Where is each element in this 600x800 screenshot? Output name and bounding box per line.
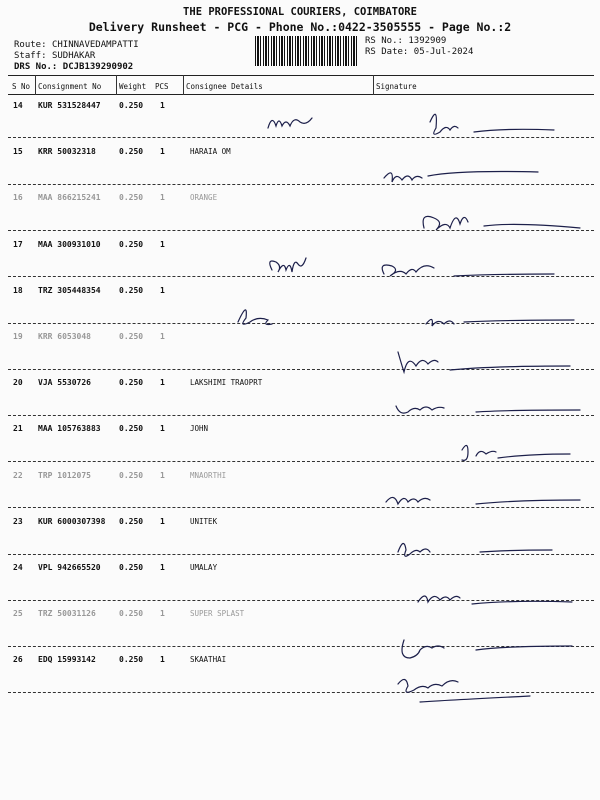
signature-scribble [398, 352, 570, 372]
signature-scribble [426, 319, 574, 326]
row-weight: 0.250 [119, 378, 144, 387]
row-weight: 0.250 [119, 424, 144, 433]
rs-no-value: 1392909 [408, 36, 447, 46]
row-consignment: TRP 1012075 [38, 471, 91, 480]
col-header-consignee: Consignee Details [186, 82, 263, 91]
row-sno: 19 [13, 332, 23, 341]
row-consignment: KUR 531528447 [38, 101, 101, 110]
row-weight: 0.250 [119, 563, 144, 572]
row-pcs: 1 [160, 147, 165, 156]
col-header-weight: Weight [119, 82, 147, 91]
row-pcs: 1 [160, 332, 165, 341]
row-consignment: TRZ 305448354 [38, 286, 101, 295]
row-weight: 0.250 [119, 286, 144, 295]
row-pcs: 1 [160, 517, 165, 526]
row-pcs: 1 [160, 378, 165, 387]
row-consignee: SUPER SPLAST [190, 609, 245, 618]
row-pcs: 1 [160, 101, 165, 110]
row-pcs: 1 [160, 609, 165, 618]
route-value: CHINNAVEDAMPATTI [51, 40, 139, 50]
row-sno: 15 [13, 147, 23, 156]
row-sno: 21 [13, 424, 23, 433]
signature-scribble [386, 497, 580, 504]
signature-scribble [396, 406, 580, 413]
signature-scribble [402, 640, 572, 658]
row-weight: 0.250 [119, 517, 144, 526]
row-pcs: 1 [160, 286, 165, 295]
row-weight: 0.250 [119, 609, 144, 618]
row-consignee: SKAATHAI [190, 655, 227, 664]
row-sno: 26 [13, 655, 23, 664]
col-header-sno: S No [12, 82, 31, 91]
row-consignment: KRR 50032318 [38, 147, 96, 156]
row-weight: 0.250 [119, 332, 144, 341]
signature-scribble [430, 114, 554, 134]
signature-scribble [384, 172, 538, 183]
signature-scribble [238, 310, 272, 325]
row-sno: 25 [13, 609, 23, 618]
row-pcs: 1 [160, 424, 165, 433]
col-header-consignment: Consignment No [38, 82, 102, 91]
row-consignment: EDQ 15993142 [38, 655, 96, 664]
signature-scribble [268, 118, 312, 128]
col-header-signature: Signature [376, 82, 417, 91]
staff-label: Staff: [14, 51, 47, 61]
row-consignee: LAKSHIMI TRAOPRT [190, 378, 263, 387]
rs-no-label: RS No.: [365, 36, 403, 46]
row-pcs: 1 [160, 240, 165, 249]
row-consignment: TRZ 50031126 [38, 609, 96, 618]
row-weight: 0.250 [119, 655, 144, 664]
row-consignment: MAA 300931010 [38, 240, 101, 249]
signature-scribble [270, 258, 306, 272]
row-sno: 20 [13, 378, 23, 387]
row-weight: 0.250 [119, 471, 144, 480]
row-sno: 14 [13, 101, 23, 110]
row-weight: 0.250 [119, 147, 144, 156]
row-consignment: VJA 5530726 [38, 378, 91, 387]
row-sno: 24 [13, 563, 23, 572]
signature-scribble [423, 216, 580, 230]
signature-scribble [398, 679, 530, 702]
row-sno: 22 [13, 471, 23, 480]
row-consignment: VPL 942665520 [38, 563, 101, 572]
row-consignment: MAA 866215241 [38, 193, 101, 202]
row-pcs: 1 [160, 471, 165, 480]
drs-label: DRS No.: [14, 62, 58, 72]
drs-value: DCJB139290902 [62, 62, 134, 72]
row-pcs: 1 [160, 655, 165, 664]
company-title: THE PROFESSIONAL COURIERS, COIMBATORE [183, 6, 417, 18]
signature-scribble [398, 543, 552, 556]
rs-date-value: 05-Jul-2024 [413, 47, 474, 57]
signature-scribble [462, 445, 570, 460]
row-pcs: 1 [160, 193, 165, 202]
col-header-pcs: PCS [155, 82, 169, 91]
row-consignee: UMALAY [190, 563, 218, 572]
route-label: Route: [14, 40, 47, 50]
row-consignee: HARAIA OM [190, 147, 231, 156]
row-consignee: JOHN [190, 424, 209, 433]
row-pcs: 1 [160, 563, 165, 572]
row-weight: 0.250 [119, 193, 144, 202]
signature-scribble [382, 265, 554, 276]
row-consignment: MAA 105763883 [38, 424, 101, 433]
row-consignee: MNAORTHI [190, 471, 227, 480]
row-consignee: UNITEK [190, 517, 218, 526]
row-sno: 23 [13, 517, 23, 526]
row-consignee: ORANGE [190, 193, 218, 202]
row-consignment: KUR 6000307398 [38, 517, 106, 526]
signature-scribble [418, 596, 572, 604]
row-weight: 0.250 [119, 240, 144, 249]
row-sno: 18 [13, 286, 23, 295]
row-weight: 0.250 [119, 101, 144, 110]
row-sno: 17 [13, 240, 23, 249]
rs-date-label: RS Date: [365, 47, 409, 57]
row-sno: 16 [13, 193, 23, 202]
row-consignment: KRR 6053048 [38, 332, 91, 341]
staff-value: SUDHAKAR [51, 51, 96, 61]
runsheet-title: Delivery Runsheet - PCG - Phone No.:0422-3505555 - Page No.:2 [88, 20, 512, 34]
